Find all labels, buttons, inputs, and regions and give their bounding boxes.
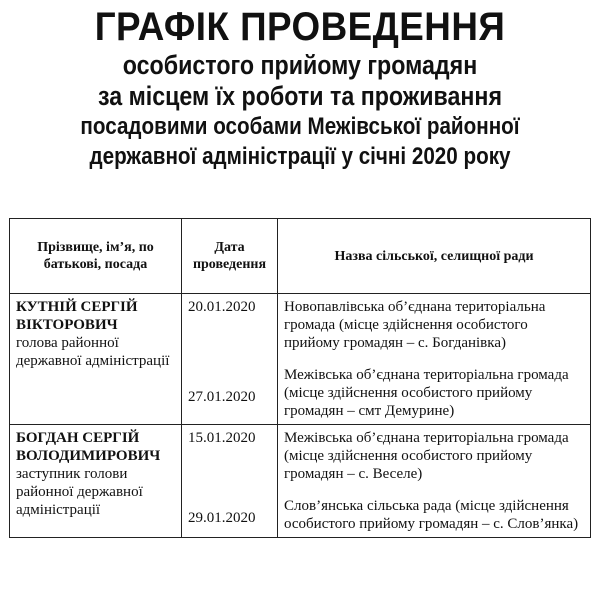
visit-place: Межівська об’єднана територіальна громада (місце здійснення особистого прийому громадян – с. Веселе) (284, 430, 569, 482)
visit-date: 15.01.2020 (188, 430, 256, 446)
person-name: БОГДАН СЕРГІЙ ВОЛОДИМИРОВИЧ (16, 430, 161, 464)
schedule-table (9, 218, 591, 538)
person-position: голова районної державної адміністрації (16, 335, 170, 369)
visit-place: Межівська об’єднана територіальна громада (місце здійснення особистого прийому громадян – смт Демурине) (284, 367, 569, 419)
visit-date: 29.01.2020 (188, 510, 256, 526)
document-title: ГРАФІК ПРОВЕДЕННЯ (94, 5, 506, 49)
header-date: Дата проведення (182, 219, 278, 294)
table-header-row (10, 219, 591, 294)
person-position: заступник голови районної державної адміністрації (16, 466, 143, 518)
council-cell (278, 425, 591, 538)
table-row (10, 294, 591, 425)
person-cell (10, 294, 182, 425)
visit-date: 20.01.2020 (188, 299, 256, 315)
subtitle-line-3: посадовими особами Межівської районної (80, 113, 520, 140)
date-cell (182, 294, 278, 425)
visit-place: Новопавлівська об’єднана територіальна громада (місце здійснення особистого прийому громадян – с. Богданівка) (284, 299, 546, 351)
subtitle-line-2: за місцем їх роботи та проживання (97, 81, 503, 111)
subtitle-line-1: особистого прийому громадян (122, 50, 478, 80)
visit-place: Слов’янська сільська рада (місце здійснення особистого прийому громадян – с. Слов’янка) (284, 498, 579, 532)
date-cell (182, 425, 278, 538)
visit-date: 27.01.2020 (188, 389, 256, 405)
document-header (0, 0, 600, 172)
subtitle-line-4: державної адміністрації у січні 2020 року (89, 143, 511, 170)
person-cell (10, 425, 182, 538)
person-name: КУТНІЙ СЕРГІЙ ВІКТОРОВИЧ (16, 299, 138, 333)
council-cell (278, 294, 591, 425)
header-person: Прізвище, ім’я, по батькові, посада (10, 219, 182, 294)
table-row (10, 425, 591, 538)
header-council: Назва сільської, селищної ради (278, 219, 591, 294)
